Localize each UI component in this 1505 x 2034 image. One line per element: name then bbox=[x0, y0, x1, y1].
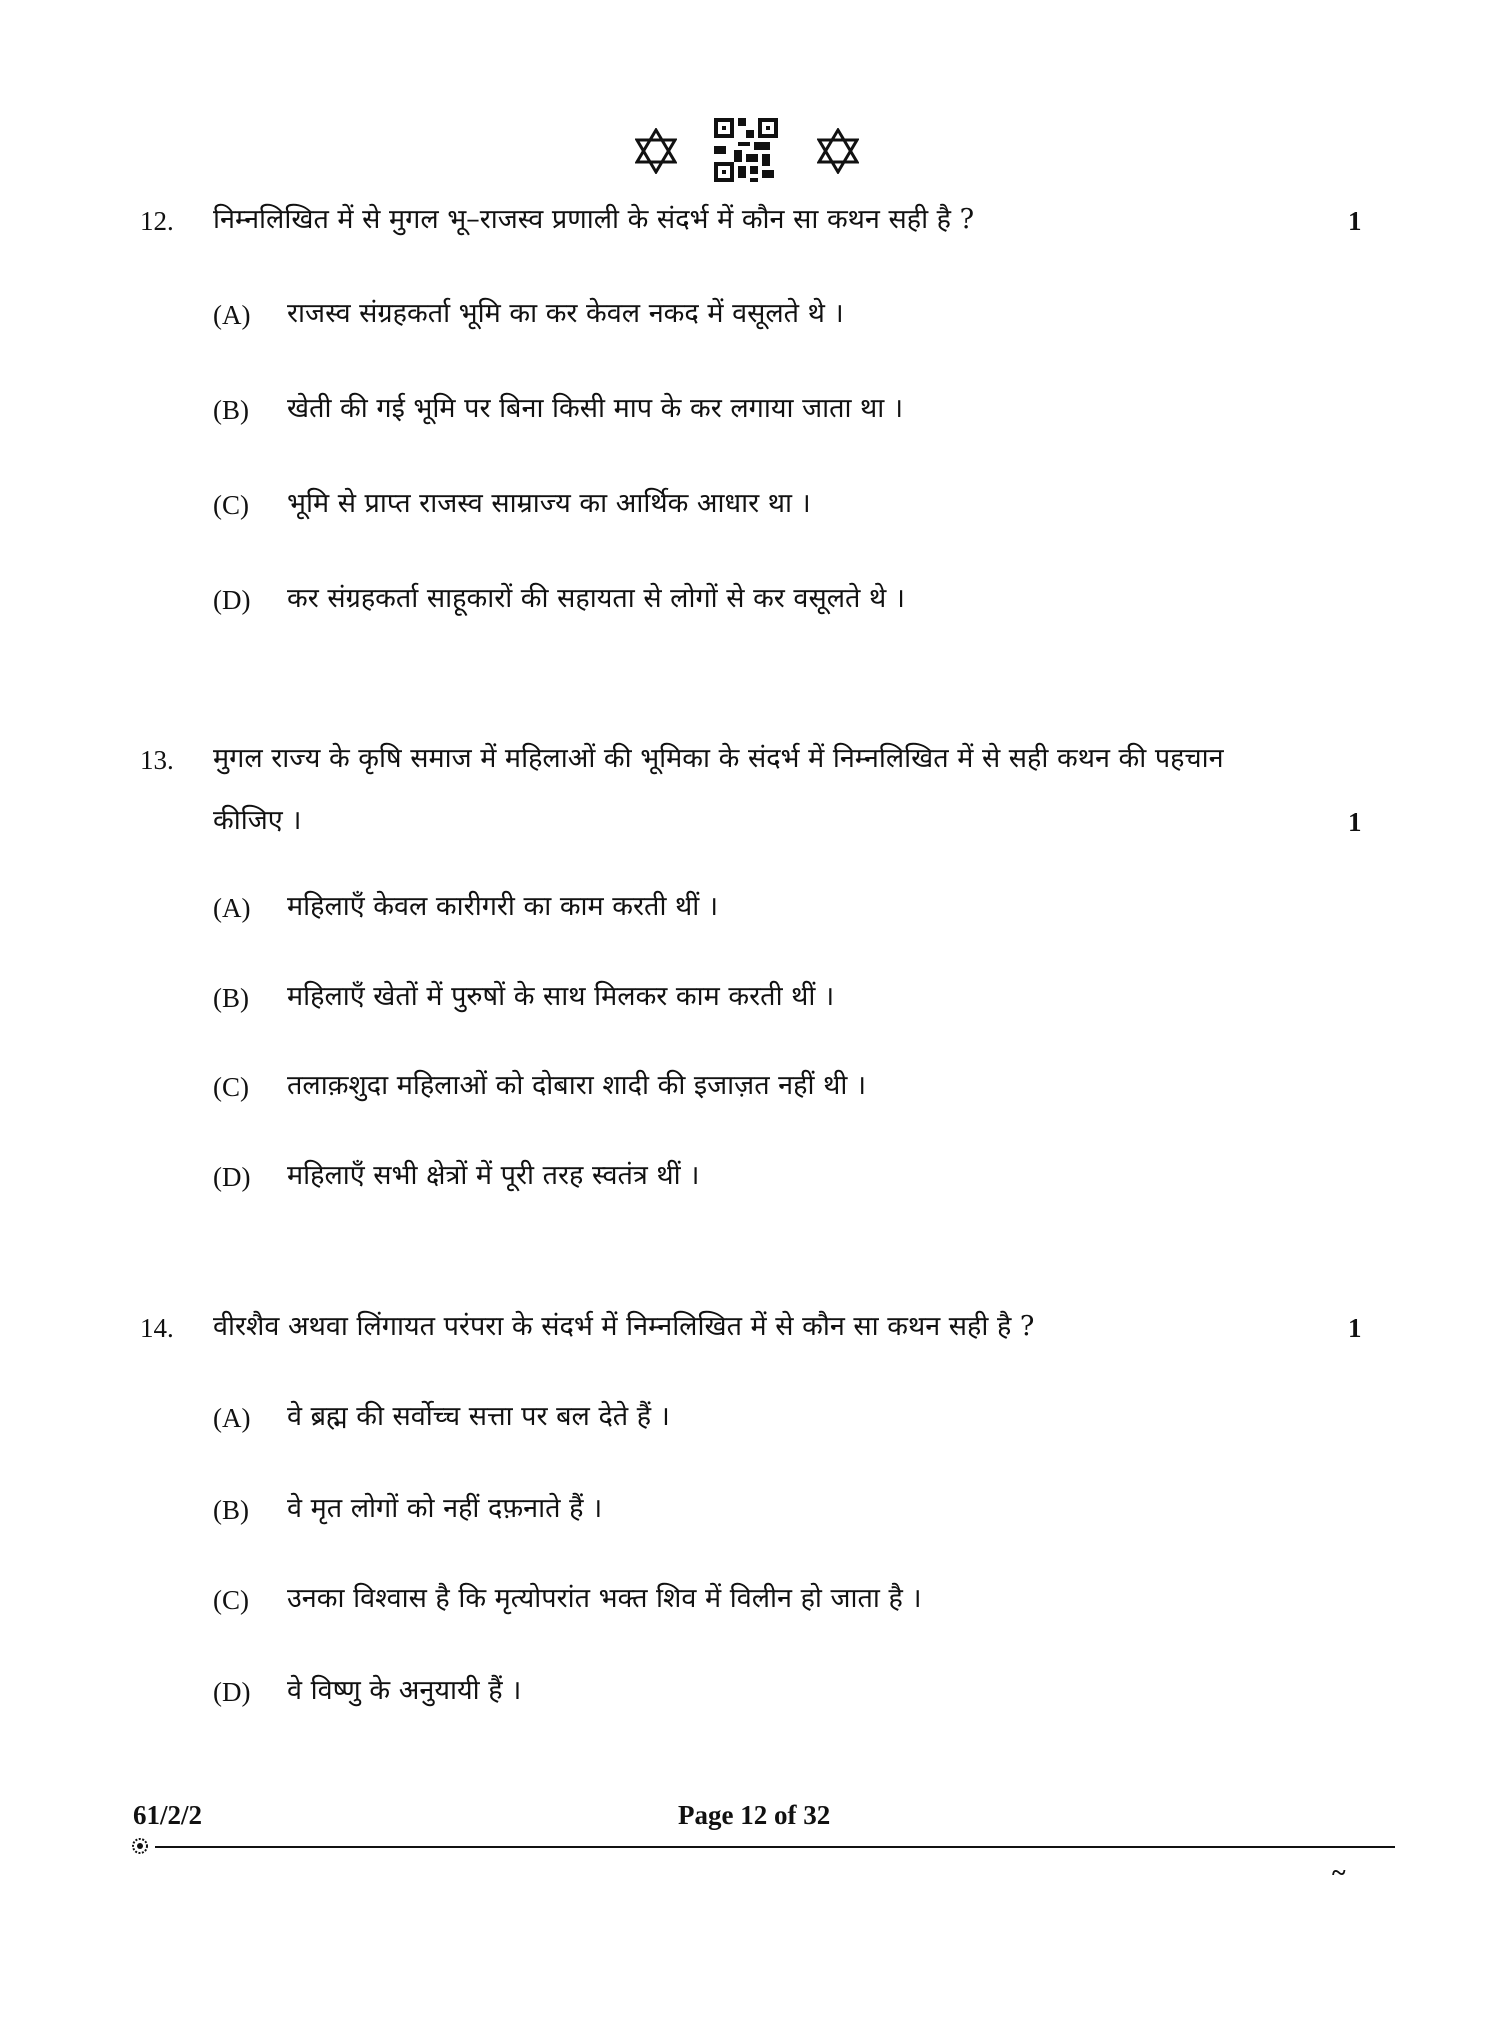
page-number: Page 12 of 32 bbox=[678, 1800, 831, 1830]
paper-code: 61/2/2 bbox=[133, 1800, 203, 1830]
option-text: महिलाएँ सभी क्षेत्रों में पूरी तरह स्वतंत्र थीं । bbox=[287, 1160, 700, 1191]
star-of-david-icon-left bbox=[635, 128, 677, 174]
option-text: महिलाएँ केवल कारीगरी का काम करती थीं । bbox=[287, 891, 719, 922]
option-label: (D) bbox=[213, 1677, 251, 1707]
question-marks: 1 bbox=[1348, 206, 1362, 236]
option-label: (A) bbox=[213, 1403, 251, 1433]
option-label: (D) bbox=[213, 585, 251, 615]
question-text-line2: कीजिए । bbox=[213, 805, 302, 836]
question-text: वीरशैव अथवा लिंगायत परंपरा के संदर्भ में निम्नलिखित में से कौन सा कथन सही है ? bbox=[213, 1311, 1035, 1342]
question-number: 12. bbox=[140, 206, 174, 236]
footer-divider bbox=[155, 1846, 1395, 1848]
option-label: (C) bbox=[213, 1585, 249, 1615]
corner-mark: ~ bbox=[1332, 1858, 1346, 1887]
option-text: तलाक़शुदा महिलाओं को दोबारा शादी की इजाज़त नहीं थी । bbox=[287, 1070, 867, 1101]
star-of-david-icon-right bbox=[817, 128, 859, 174]
option-label: (B) bbox=[213, 1495, 249, 1525]
option-text: भूमि से प्राप्त राजस्व साम्राज्य का आर्थिक आधार था । bbox=[287, 488, 811, 519]
option-text: खेती की गई भूमि पर बिना किसी माप के कर लगाया जाता था । bbox=[287, 393, 904, 424]
option-label: (C) bbox=[213, 490, 249, 520]
option-label: (B) bbox=[213, 983, 249, 1013]
question-text: निम्नलिखित में से मुगल भू–राजस्व प्रणाली के संदर्भ में कौन सा कथन सही है ? bbox=[213, 204, 975, 235]
option-text: वे ब्रह्म की सर्वोच्च सत्ता पर बल देते हैं । bbox=[287, 1401, 670, 1432]
question-marks: 1 bbox=[1348, 1313, 1362, 1343]
option-label: (D) bbox=[213, 1162, 251, 1192]
option-label: (A) bbox=[213, 893, 251, 923]
option-text: वे मृत लोगों को नहीं दफ़नाते हैं । bbox=[287, 1493, 603, 1524]
qr-code-icon bbox=[714, 118, 778, 182]
option-text: राजस्व संग्रहकर्ता भूमि का कर केवल नकद में वसूलते थे । bbox=[287, 298, 844, 329]
question-number: 14. bbox=[140, 1313, 174, 1343]
option-text: वे विष्णु के अनुयायी हैं । bbox=[287, 1675, 522, 1706]
option-label: (A) bbox=[213, 300, 251, 330]
option-text: महिलाएँ खेतों में पुरुषों के साथ मिलकर काम करती थीं । bbox=[287, 981, 835, 1012]
question-marks: 1 bbox=[1348, 807, 1362, 837]
option-text: कर संग्रहकर्ता साहूकारों की सहायता से लोगों से कर वसूलते थे । bbox=[287, 583, 906, 614]
option-text: उनका विश्वास है कि मृत्योपरांत भक्त शिव में विलीन हो जाता है । bbox=[287, 1583, 922, 1614]
question-number: 13. bbox=[140, 745, 174, 775]
question-text: मुगल राज्य के कृषि समाज में महिलाओं की भूमिका के संदर्भ में निम्नलिखित में से सही कथन की पहचान bbox=[213, 743, 1224, 774]
option-label: (C) bbox=[213, 1072, 249, 1102]
flower-ornament-icon bbox=[131, 1837, 149, 1855]
option-label: (B) bbox=[213, 395, 249, 425]
